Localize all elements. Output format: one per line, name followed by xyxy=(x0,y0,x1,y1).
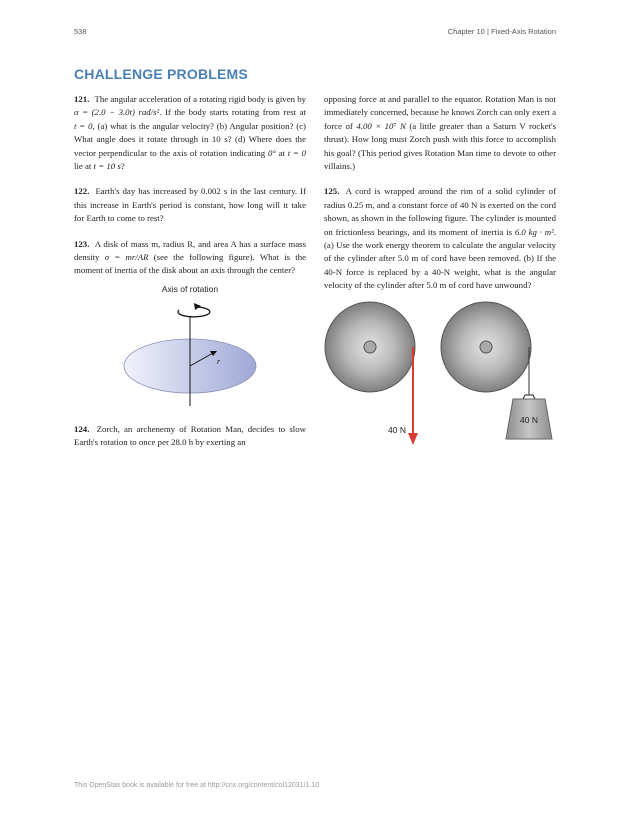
problem-124-continued xyxy=(324,93,556,173)
axle-right xyxy=(480,341,492,353)
problem-number: 124. xyxy=(74,423,90,434)
page-number: 538 xyxy=(74,27,87,36)
force-arrowhead-icon xyxy=(408,433,418,445)
problem-123 xyxy=(74,238,306,278)
problem-text: at xyxy=(278,147,285,158)
problem-text: opposing force at and parallel to the equator. Rotation Man is not immediately concerned, because he knows Zorch can only exert a force of xyxy=(324,94,556,131)
problem-text: The angular acceleration of a rotating rigid body is given by xyxy=(94,94,306,104)
axis-label: Axis of rotation xyxy=(161,283,219,294)
rotation-arrow-icon xyxy=(178,307,210,317)
equation: t = 0 xyxy=(74,120,93,131)
chapter-header: Chapter 10 | Fixed-Axis Rotation xyxy=(447,27,556,36)
equation: t = 10 s xyxy=(93,161,121,172)
equation: α = (2.0 − 3.0t) rad/s² xyxy=(74,107,160,118)
cylinders-figure xyxy=(324,299,556,447)
problem-text: . If the body starts rotating from rest at xyxy=(159,107,306,118)
problem-text: (a little greater than a Saturn V rocket's thrust). How long must Zorch push with this force to accomplish his goal? (This period gives Rotation Man time to devote to other villains.) xyxy=(324,120,557,172)
axle-left xyxy=(364,341,376,353)
problem-number: 125. xyxy=(324,186,340,197)
footer-note: This OpenStax book is available for free at http://cnx.org/content/col12031/1.10 xyxy=(74,782,320,789)
problem-122 xyxy=(74,185,306,225)
problem-number: 122. xyxy=(74,186,90,197)
problem-text: (see the following figure). What is the moment of inertia of the disk about an axis through the center? xyxy=(74,252,307,276)
problem-text: A disk of mass m, radius R, and area A has a surface mass density xyxy=(74,238,306,263)
problem-text: A cord is wrapped around the rim of a solid cylinder of radius 0.25 m, and a constant force of 40 N is exerted on the cord shown, as shown in the following figure. The cylinder is mounted on frictionless bearings, and its moment of inertia is xyxy=(324,186,556,237)
problem-124 xyxy=(74,423,306,450)
section-title: CHALLENGE PROBLEMS xyxy=(74,66,248,82)
equation: 0° xyxy=(267,147,276,158)
problem-text: ? xyxy=(120,161,125,172)
problem-125 xyxy=(324,185,556,292)
problem-text: Zorch, an archenemy of Rotation Man, decides to slow Earth's rotation to once per 28.0 h by exerting an xyxy=(74,423,307,448)
weight-label: 40 N xyxy=(520,414,538,425)
equation: σ = mr/AR xyxy=(104,252,149,263)
force-label: 40 N xyxy=(388,424,406,435)
radius-label: r xyxy=(217,356,221,366)
problem-121 xyxy=(74,93,306,173)
weight-handle xyxy=(523,395,535,399)
equation: 4.00 × 10⁷ N xyxy=(356,120,406,131)
problem-text: lie at xyxy=(74,161,92,172)
problem-text: . (a) Use the work energy theorem to calculate the angular velocity of the cylinder after 5.0 m of cord have been removed. (b) If the 40-N force is replaced by a 40-N weight, what is the angular velocity of the cylinder after 5.0 m of cord have unwound? xyxy=(324,226,556,291)
problem-number: 123. xyxy=(74,238,90,249)
problem-text: Earth's day has increased by 0.002 s in the last century. If this increase in Earth's period is constant, how long will it take for Earth to come to rest? xyxy=(74,186,307,224)
disk-figure xyxy=(74,282,306,417)
problem-number: 121. xyxy=(74,94,90,104)
problem-text: , (a) what is the angular velocity? (b) Angular position? (c) What angle does it rotate through in 10 s? (d) Where does the vector perpendicular to the axis of rotation indicating xyxy=(74,120,306,158)
rotation-arrowhead-icon xyxy=(194,303,201,310)
equation: 6.0 kg · m² xyxy=(514,226,554,237)
left-column xyxy=(74,93,306,462)
equation: t = 0 xyxy=(287,147,306,158)
right-column xyxy=(324,93,556,447)
